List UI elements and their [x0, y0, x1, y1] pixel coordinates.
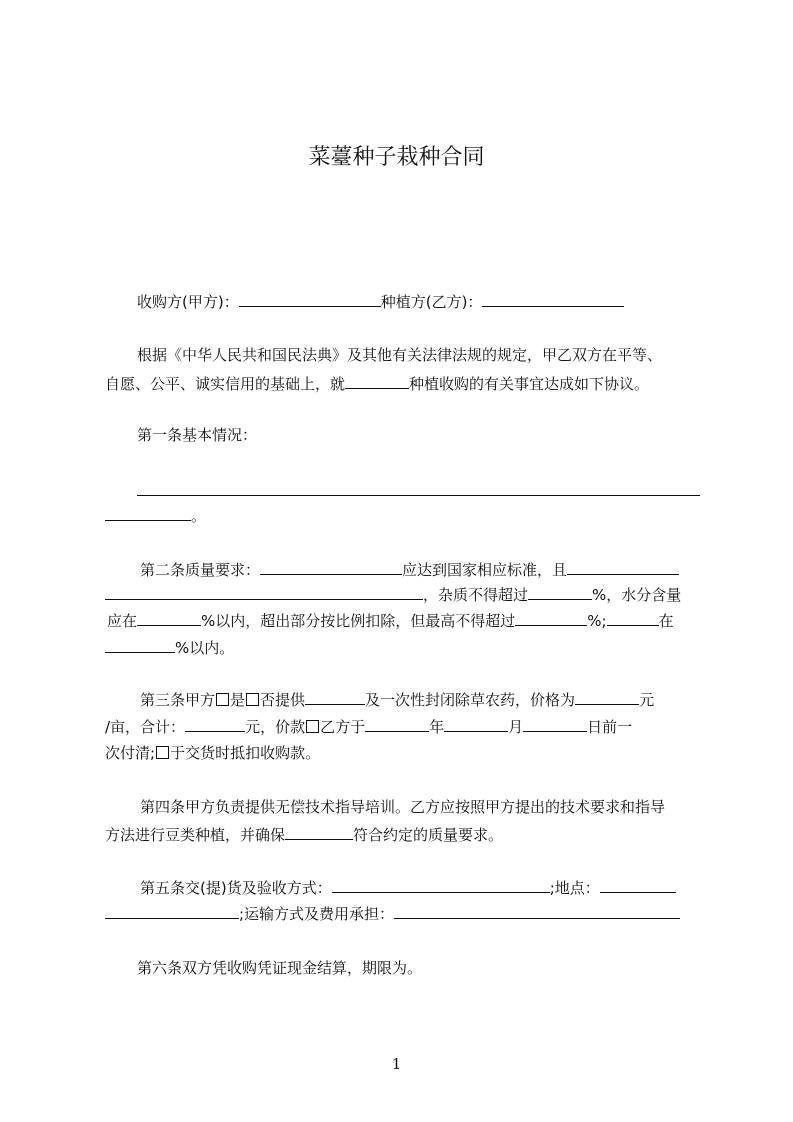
delivery-method-blank	[332, 877, 550, 893]
article1-blank-line-1	[137, 495, 700, 496]
impurity-blank	[528, 584, 592, 600]
preamble-text-a: 自愿、公平、诚实信用的基础上，就	[105, 375, 346, 393]
article2-text-g: %;	[587, 612, 607, 630]
article5-line-2	[105, 903, 680, 924]
total-blank	[185, 716, 245, 732]
article2-text-c: ，杂质不得超过	[423, 586, 529, 604]
article5-text-b: ;地点：	[549, 879, 600, 897]
article2-text-b: 应达到国家相应标准，且	[402, 561, 568, 579]
preamble-text-b: 种植收购的有关事宜达成如下协议。	[409, 375, 650, 393]
article2-line-4	[105, 637, 234, 658]
standard-blank-cont	[105, 584, 423, 600]
article4-line-2	[105, 824, 503, 845]
crop-blank	[345, 373, 409, 389]
preamble-line-2	[105, 373, 649, 394]
article3-text-c: 否提供	[260, 691, 306, 709]
grower-blank	[482, 291, 624, 307]
article5-text-a: 第五条交(提)货及验收方式：	[140, 879, 332, 897]
year-blank	[365, 716, 429, 732]
article3-text-g: 元，价款	[245, 718, 306, 736]
location-blank	[600, 877, 676, 893]
article2-line-2	[105, 584, 681, 605]
article3-text-l: 次付清;	[105, 744, 156, 762]
article3-text-d: 及一次性封闭除草农药，价格为	[365, 691, 576, 709]
article2-text-f: %以内，超出部分按比例扣除，但最高不得超过	[201, 612, 516, 630]
article2-text-d: %，水分含量	[592, 586, 682, 604]
parties-line	[137, 291, 624, 312]
article4-text-a: 方法进行豆类种植，并确保	[105, 826, 286, 844]
price-blank	[575, 689, 639, 705]
article3-line-2	[105, 716, 632, 737]
payment-option-2-checkbox[interactable]	[156, 746, 169, 759]
article2-text-h: 在	[658, 612, 674, 630]
grower-label: 种植方(乙方)：	[380, 293, 483, 311]
article2-line-3	[107, 610, 674, 631]
product-blank	[285, 824, 353, 840]
moisture-blank	[137, 610, 201, 626]
article3-text-f: /亩，合计：	[105, 718, 186, 736]
yes-checkbox[interactable]	[216, 693, 229, 706]
article1-blank-line-2	[105, 505, 191, 521]
quality-blank	[260, 559, 402, 575]
day-blank	[523, 716, 587, 732]
article3-text-i: 年	[429, 718, 445, 736]
standard-blank	[567, 559, 679, 575]
article2-text-e: 应在	[107, 612, 138, 630]
article3-text-k: 日前一	[587, 718, 633, 736]
article1-line-2	[105, 505, 206, 526]
article3-line-3	[105, 743, 320, 763]
article3-text-a: 第三条甲方	[140, 691, 216, 709]
month-blank	[444, 716, 508, 732]
document-title: 菜薹种子栽种合同	[308, 145, 485, 170]
article3-text-b: 是	[230, 691, 246, 709]
article2-line-1	[140, 559, 679, 580]
article4-line-1: 第四条甲方负责提供无偿技术指导培训。乙方应按照甲方提出的技术要求和指导	[140, 798, 666, 816]
transport-blank	[394, 903, 680, 919]
buyer-blank	[239, 291, 381, 307]
preamble-line-1: 根据《中华人民共和国民法典》及其他有关法律法规的规定，甲乙双方在平等、	[137, 346, 663, 364]
page-number: 1	[391, 1055, 402, 1073]
article6-line: 第六条双方凭收购凭证现金结算，期限为。	[137, 959, 423, 977]
article2-text-i: %以内。	[175, 639, 235, 657]
article3-text-j: 月	[508, 718, 524, 736]
no-checkbox[interactable]	[246, 693, 259, 706]
article3-text-e: 元	[639, 691, 655, 709]
location-blank-cont	[105, 903, 239, 919]
article2-text-a: 第二条质量要求：	[140, 561, 261, 579]
article3-text-h: 乙方于	[320, 718, 366, 736]
article1-heading: 第一条基本情况：	[137, 426, 258, 444]
other-blank	[607, 610, 659, 626]
seed-blank	[305, 689, 365, 705]
buyer-label: 收购方(甲方)：	[137, 293, 239, 311]
max-blank	[515, 610, 587, 626]
other-percent-blank	[105, 637, 175, 653]
article4-text-b: 符合约定的质量要求。	[353, 826, 504, 844]
article5-line-1	[140, 877, 676, 898]
article1-end: 。	[191, 507, 207, 525]
article5-text-c: ;运输方式及费用承担：	[239, 905, 395, 923]
article3-line-1	[140, 689, 654, 710]
article3-text-m: 于交货时抵扣收购款。	[170, 744, 321, 762]
payment-option-1-checkbox[interactable]	[306, 720, 319, 733]
